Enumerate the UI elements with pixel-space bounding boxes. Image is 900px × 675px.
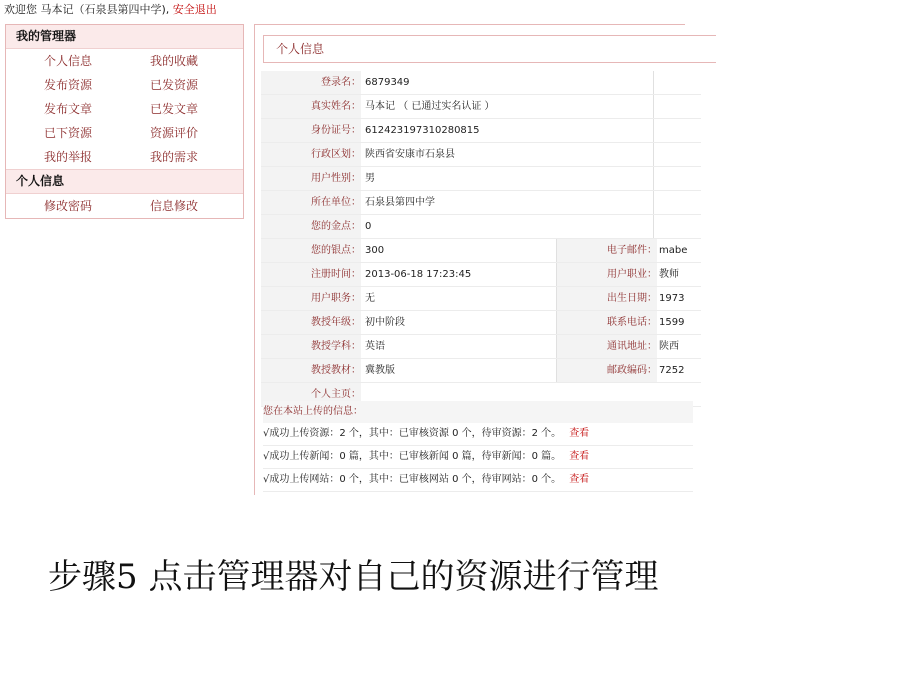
field-label: 所在单位： (261, 191, 361, 214)
welcome-text: 欢迎您 马本记（石泉县第四中学), (4, 3, 170, 16)
sidebar-row (6, 121, 243, 145)
field-value: 英语 (365, 341, 385, 352)
field-value: 7252 (659, 365, 685, 376)
table-row (261, 359, 701, 383)
field-label: 用户性别： (261, 167, 361, 190)
table-row (261, 191, 701, 215)
field-value: 300 (365, 245, 385, 256)
field-value: 0 (365, 221, 372, 232)
welcome-bar (4, 2, 217, 18)
field-value: 1973 (659, 293, 685, 304)
table-row (261, 311, 701, 335)
field-label: 注册时间： (261, 263, 361, 286)
page-title: 个人信息 (263, 35, 716, 63)
field-value: 石泉县第四中学 (365, 197, 435, 208)
field-value: mabe (659, 245, 688, 256)
table-row (261, 215, 701, 239)
sidebar-item-publish-resource[interactable]: 发布资源 (44, 78, 93, 92)
main-panel (254, 24, 688, 495)
view-resources-link[interactable]: 查看 (569, 428, 590, 439)
field-label: 真实姓名： (261, 95, 361, 118)
field-label: 您的银点： (261, 239, 361, 262)
sidebar-item-change-password[interactable]: 修改密码 (44, 199, 93, 213)
field-value: 初中阶段 (365, 317, 405, 328)
cell-divider (653, 143, 654, 166)
table-row (261, 119, 701, 143)
field-value: 2013-06-18 17:23:45 (365, 269, 472, 280)
field-value: 马本记 （ 已通过实名认证 ） (365, 101, 495, 112)
upload-summary-text: √成功上传新闻：0 篇，其中：已审核新闻 0 篇，待审新闻：0 篇。 (263, 451, 562, 462)
uploads-heading: 您在本站上传的信息： (263, 401, 693, 423)
field-label: 用户职业： (556, 263, 657, 286)
field-value: 陕西省安康市石泉县 (365, 149, 455, 160)
sidebar-item-personal-info[interactable]: 个人信息 (44, 54, 93, 68)
field-label: 身份证号： (261, 119, 361, 142)
upload-summary-row (263, 469, 693, 492)
cell-divider (653, 191, 654, 214)
cell-divider (653, 119, 654, 142)
table-row (261, 263, 701, 287)
field-label: 您的金点： (261, 215, 361, 238)
field-value: 6879349 (365, 77, 410, 88)
field-label: 行政区划： (261, 143, 361, 166)
sidebar-item-edit-info[interactable]: 信息修改 (150, 199, 199, 213)
field-label: 通讯地址： (556, 335, 657, 358)
field-label: 电子邮件： (556, 239, 657, 262)
upload-summary-text: √成功上传资源：2 个，其中：已审核资源 0 个，待审资源：2 个。 (263, 428, 562, 439)
view-websites-link[interactable]: 查看 (569, 474, 590, 485)
step-caption: 步骤5 点击管理器对自己的资源进行管理 (48, 557, 659, 597)
field-label: 邮政编码： (556, 359, 657, 382)
sidebar-item-published-resources[interactable]: 已发资源 (150, 78, 199, 92)
cell-divider (653, 71, 654, 94)
table-row (261, 95, 701, 119)
cell-divider (653, 215, 654, 238)
table-row (261, 287, 701, 311)
field-label: 出生日期： (556, 287, 657, 310)
cell-divider (653, 167, 654, 190)
sidebar-row (6, 194, 243, 218)
field-label: 用户职务： (261, 287, 361, 310)
upload-summary-row (263, 446, 693, 469)
field-label: 教授学科： (261, 335, 361, 358)
sidebar-row (6, 145, 243, 169)
table-row (261, 143, 701, 167)
cell-divider (653, 95, 654, 118)
view-news-link[interactable]: 查看 (569, 451, 590, 462)
field-value: 教师 (659, 269, 679, 280)
sidebar-item-favorites[interactable]: 我的收藏 (150, 54, 199, 68)
sidebar-section-manager: 我的管理器 (6, 25, 243, 49)
sidebar-section-personal-info: 个人信息 (6, 169, 243, 194)
field-value: 陕西 (659, 341, 679, 352)
upload-summary-text: √成功上传网站：0 个，其中：已审核网站 0 个，待审网站：0 个。 (263, 474, 562, 485)
sidebar-item-my-reports[interactable]: 我的举报 (44, 150, 93, 164)
field-label: 联系电话： (556, 311, 657, 334)
sidebar-row (6, 49, 243, 73)
sidebar-item-downloaded-resources[interactable]: 已下资源 (44, 126, 93, 140)
field-label: 教授教材： (261, 359, 361, 382)
sidebar-row (6, 97, 243, 121)
field-label: 个人主页： (261, 383, 361, 406)
field-value: 612423197310280815 (365, 125, 480, 136)
field-label: 教授年级： (261, 311, 361, 334)
sidebar-item-my-requests[interactable]: 我的需求 (150, 150, 199, 164)
table-row (261, 335, 701, 359)
sidebar (5, 24, 244, 219)
field-value: 男 (365, 173, 375, 184)
field-value: 冀教版 (365, 365, 395, 376)
upload-summary-row (263, 423, 693, 446)
info-table (261, 71, 701, 407)
table-row (261, 239, 701, 263)
sidebar-row (6, 73, 243, 97)
sidebar-item-resource-reviews[interactable]: 资源评价 (150, 126, 199, 140)
field-value: 无 (365, 293, 375, 304)
sidebar-item-publish-article[interactable]: 发布文章 (44, 102, 93, 116)
table-row (261, 71, 701, 95)
field-value: 1599 (659, 317, 685, 328)
sidebar-item-published-articles[interactable]: 已发文章 (150, 102, 199, 116)
field-label: 登录名： (261, 71, 361, 94)
table-row (261, 167, 701, 191)
logout-link[interactable]: 安全退出 (172, 3, 217, 16)
